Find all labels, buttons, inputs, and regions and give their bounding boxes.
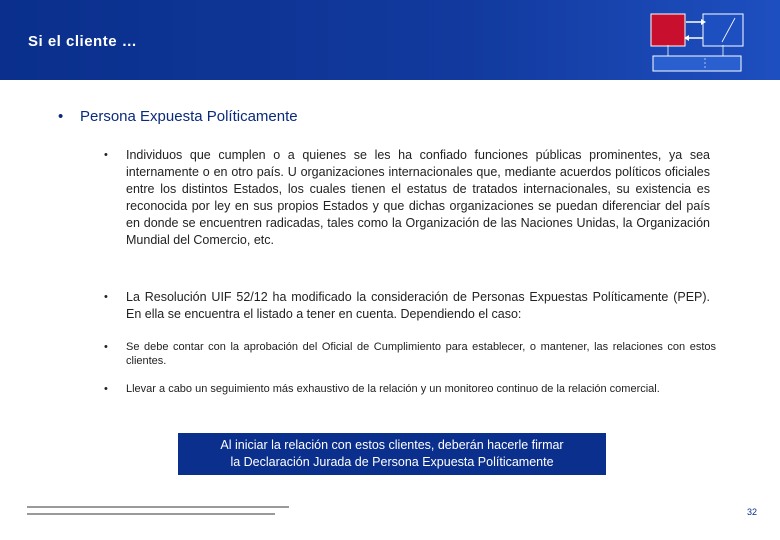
legal-disclaimer-text [27, 505, 317, 519]
bullet-marker: • [104, 291, 108, 303]
banner-line-1: Al iniciar la relación con estos clientes, deberán hacerle firmar [220, 438, 564, 452]
process-diagram-icon [0, 0, 780, 80]
page-title: Si el cliente … [28, 33, 138, 50]
bullet-marker: • [104, 149, 108, 161]
section-title: Persona Expuesta Políticamente [80, 108, 298, 125]
list-item [104, 340, 716, 368]
bullet-marker: • [104, 383, 108, 395]
list-item-text: La Resolución UIF 52/12 ha modificado la consideración de Personas Expuestas Políticamente (PEP). En ella se encuentra el listado a tener en cuenta. Dependiendo el caso: [126, 290, 710, 321]
list-item-text: Individuos que cumplen o a quienes se les ha confiado funciones públicas prominentes, ya sea internamente o en otro país. U organizaciones internacionales que, mediante acuerdos políticos oficiales entre los distintos Estados, los cuales tienen el estatus de tratados internacionales, su existencia es reconocida por ley en sus propios Estados y que dichas organizaciones se puedan diferenciar del país en donde se encuentren radicadas, tales como la Organización de las Naciones Unidas, la Organización Mundial del Comercio, etc. [126, 148, 710, 247]
list-item-text: Se debe contar con la aprobación del Oficial de Cumplimiento para establecer, o mantener, las relaciones con estos clientes. [126, 341, 716, 367]
bullet-marker: • [104, 341, 108, 353]
callout-banner [178, 433, 606, 475]
list-item [104, 147, 710, 249]
list-item-text: Llevar a cabo un seguimiento más exhaustivo de la relación y un monitoreo continuo de la relación comercial. [126, 383, 660, 395]
section-heading [58, 108, 298, 125]
page-number: 32 [747, 507, 758, 517]
banner-line-2: la Declaración Jurada de Persona Expuesta Políticamente [230, 455, 554, 469]
list-item [104, 289, 710, 323]
bullet-marker: • [58, 108, 64, 125]
header-bar [0, 0, 780, 80]
list-item [104, 382, 716, 396]
